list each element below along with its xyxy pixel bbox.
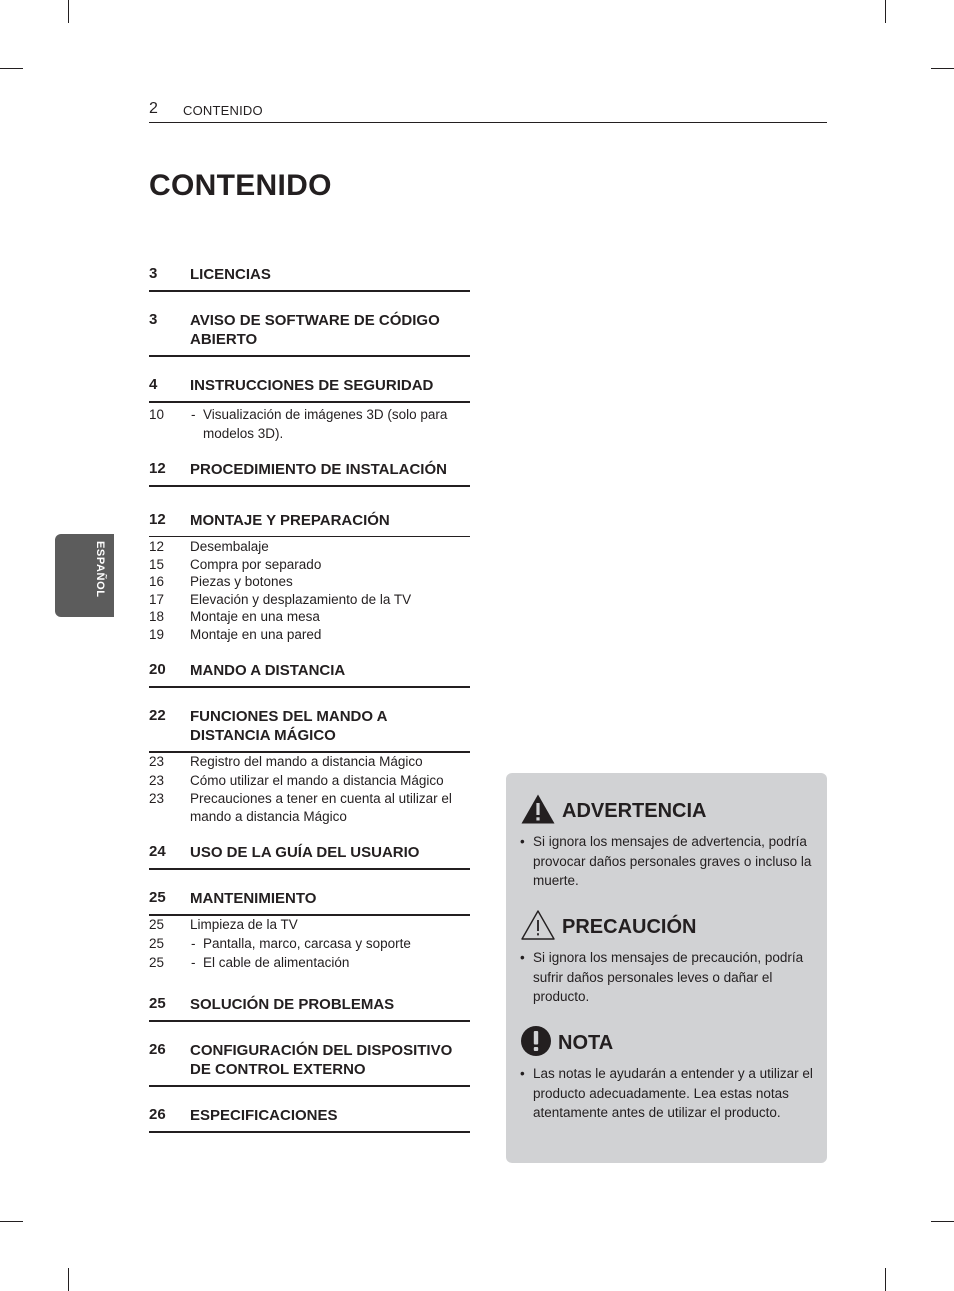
toc-entry-label: PROCEDIMIENTO DE INSTALACIÓN bbox=[190, 461, 447, 478]
toc-page-number: 23 bbox=[149, 791, 165, 806]
note-text: • Las notas le ayudarán a entender y a utilizar el producto adecuadamente. Lea estas notas atentamente antes de utilizar el producto. bbox=[520, 1064, 816, 1123]
toc-subentry[interactable] bbox=[149, 538, 470, 556]
toc-page-number: 12 bbox=[149, 511, 166, 528]
toc-subentry[interactable] bbox=[149, 573, 470, 591]
toc-entry-label: INSTRUCCIONES DE SEGURIDAD bbox=[190, 377, 434, 394]
toc-subentry[interactable] bbox=[149, 772, 470, 790]
crop-mark bbox=[68, 1268, 69, 1291]
toc-page-number: 12 bbox=[149, 539, 165, 554]
toc-subentry[interactable] bbox=[149, 954, 470, 972]
toc-entry-aviso[interactable] bbox=[149, 311, 470, 357]
section-label: CONTENIDO bbox=[183, 103, 263, 118]
toc-entry-label: FUNCIONES DEL MANDO A DISTANCIA MÁGICO bbox=[190, 708, 387, 744]
crop-mark bbox=[931, 68, 954, 69]
warning-text: • Si ignora los mensajes de advertencia, podría provocar daños personales graves o incluso la muerte. bbox=[520, 832, 816, 891]
toc-entry-mando[interactable] bbox=[149, 661, 470, 688]
toc-entry-label: AVISO DE SOFTWARE DE CÓDIGO ABIERTO bbox=[190, 312, 440, 348]
toc-subentry[interactable] bbox=[149, 556, 470, 574]
toc-subentry-label: Registro del mando a distancia Mágico bbox=[190, 754, 423, 769]
toc-page-number: 26 bbox=[149, 1041, 166, 1058]
toc-entry-seguridad[interactable] bbox=[149, 376, 470, 403]
toc-entry-licencias[interactable] bbox=[149, 265, 470, 292]
crop-mark bbox=[885, 0, 886, 23]
page-number: 2 bbox=[149, 100, 158, 117]
toc-page-number: 25 bbox=[149, 995, 166, 1012]
toc-entry-label: LICENCIAS bbox=[190, 266, 271, 283]
toc-page-number: 23 bbox=[149, 773, 165, 788]
toc-page-number: 17 bbox=[149, 591, 165, 607]
toc-subentry-label: - Pantalla, marco, carcasa y soporte bbox=[203, 935, 470, 953]
toc-page-number: 16 bbox=[149, 574, 165, 589]
warning-heading: ADVERTENCIA bbox=[562, 800, 707, 822]
toc-subentry[interactable] bbox=[149, 626, 470, 644]
toc-entry-label: MANTENIMIENTO bbox=[190, 890, 317, 907]
toc-subentry-label: - Visualización de imágenes 3D (solo para modelos 3D). bbox=[203, 405, 468, 443]
language-tab bbox=[55, 534, 114, 617]
toc-page-number: 3 bbox=[149, 311, 158, 328]
toc-entry-guia[interactable] bbox=[149, 843, 470, 870]
toc-entry-label: MONTAJE Y PREPARACIÓN bbox=[190, 512, 390, 529]
warning-notice bbox=[520, 793, 816, 891]
caution-notice bbox=[520, 909, 816, 1007]
toc-entry-label: ESPECIFICACIONES bbox=[190, 1107, 338, 1124]
toc-page-number: 15 bbox=[149, 556, 165, 572]
caution-text: • Si ignora los mensajes de precaución, podría sufrir daños personales leves o dañar el producto. bbox=[520, 948, 816, 1007]
toc-entry-especificaciones[interactable] bbox=[149, 1106, 470, 1133]
toc-entry-mantenimiento[interactable] bbox=[149, 889, 470, 916]
toc-entry-instalacion[interactable] bbox=[149, 460, 470, 487]
toc-page-number: 25 bbox=[149, 936, 165, 951]
running-header bbox=[149, 98, 827, 123]
toc-page-number: 10 bbox=[149, 407, 165, 422]
toc-subentry[interactable] bbox=[149, 790, 470, 825]
toc-page-number: 24 bbox=[149, 843, 166, 860]
toc-page-number: 12 bbox=[149, 460, 166, 477]
crop-mark bbox=[931, 1221, 954, 1222]
notices-panel bbox=[506, 773, 827, 1163]
toc-page-number: 23 bbox=[149, 754, 165, 769]
warning-icon bbox=[520, 793, 556, 830]
toc-subentry-label: Piezas y botones bbox=[190, 574, 293, 589]
toc-subentry[interactable] bbox=[149, 935, 470, 953]
toc-entry-funciones[interactable] bbox=[149, 707, 470, 753]
toc-subentry-label: Cómo utilizar el mando a distancia Mágico bbox=[190, 773, 444, 788]
toc-page-number: 19 bbox=[149, 626, 165, 642]
exclamation-circle-icon bbox=[520, 1025, 552, 1062]
toc-entry-montaje[interactable] bbox=[149, 511, 470, 537]
toc-subentry[interactable] bbox=[149, 405, 470, 443]
toc-page-number: 4 bbox=[149, 376, 158, 393]
note-heading: NOTA bbox=[558, 1032, 614, 1054]
toc-entry-problemas[interactable] bbox=[149, 995, 470, 1022]
toc-subentry[interactable] bbox=[149, 608, 470, 626]
toc-subentry[interactable] bbox=[149, 591, 470, 609]
toc-subentry-label: Elevación y desplazamiento de la TV bbox=[190, 591, 412, 607]
toc-page-number: 20 bbox=[149, 661, 166, 678]
toc-subentry-label: Montaje en una mesa bbox=[190, 609, 320, 624]
toc-page-number: 22 bbox=[149, 707, 166, 724]
language-tab-label: ESPAÑOL bbox=[94, 541, 106, 598]
toc-page-number: 25 bbox=[149, 917, 165, 932]
toc-subentry-label: Desembalaje bbox=[190, 539, 269, 554]
toc-entry-label: CONFIGURACIÓN DEL DISPOSITIVO DE CONTROL EXTERNO bbox=[190, 1042, 453, 1078]
note-notice bbox=[520, 1025, 816, 1123]
toc-page-number: 26 bbox=[149, 1106, 166, 1123]
page-title: CONTENIDO bbox=[149, 169, 332, 202]
toc-page-number: 25 bbox=[149, 889, 166, 906]
toc-entry-label: MANDO A DISTANCIA bbox=[190, 662, 346, 679]
toc-subentry-label: Montaje en una pared bbox=[190, 626, 322, 642]
toc-page-number: 3 bbox=[149, 265, 158, 282]
toc-subentry[interactable] bbox=[149, 753, 470, 771]
toc-page-number: 25 bbox=[149, 955, 165, 970]
caution-heading: PRECAUCIÓN bbox=[562, 916, 697, 938]
toc-entry-config[interactable] bbox=[149, 1041, 470, 1087]
toc-subentry[interactable] bbox=[149, 916, 470, 934]
crop-mark bbox=[0, 1221, 23, 1222]
toc-page-number: 18 bbox=[149, 609, 165, 624]
crop-mark bbox=[0, 68, 23, 69]
toc-subentry-label: - El cable de alimentación bbox=[203, 954, 470, 972]
toc-subentry-label: Compra por separado bbox=[190, 556, 322, 572]
toc-entry-label: USO DE LA GUÍA DEL USUARIO bbox=[190, 844, 420, 861]
crop-mark bbox=[68, 0, 69, 23]
crop-mark bbox=[885, 1268, 886, 1291]
toc-subentry-label: Precauciones a tener en cuenta al utilizar el mando a distancia Mágico bbox=[190, 791, 452, 824]
caution-icon bbox=[520, 909, 556, 946]
toc-entry-label: SOLUCIÓN DE PROBLEMAS bbox=[190, 996, 395, 1013]
toc-subentry-label: Limpieza de la TV bbox=[190, 917, 298, 932]
